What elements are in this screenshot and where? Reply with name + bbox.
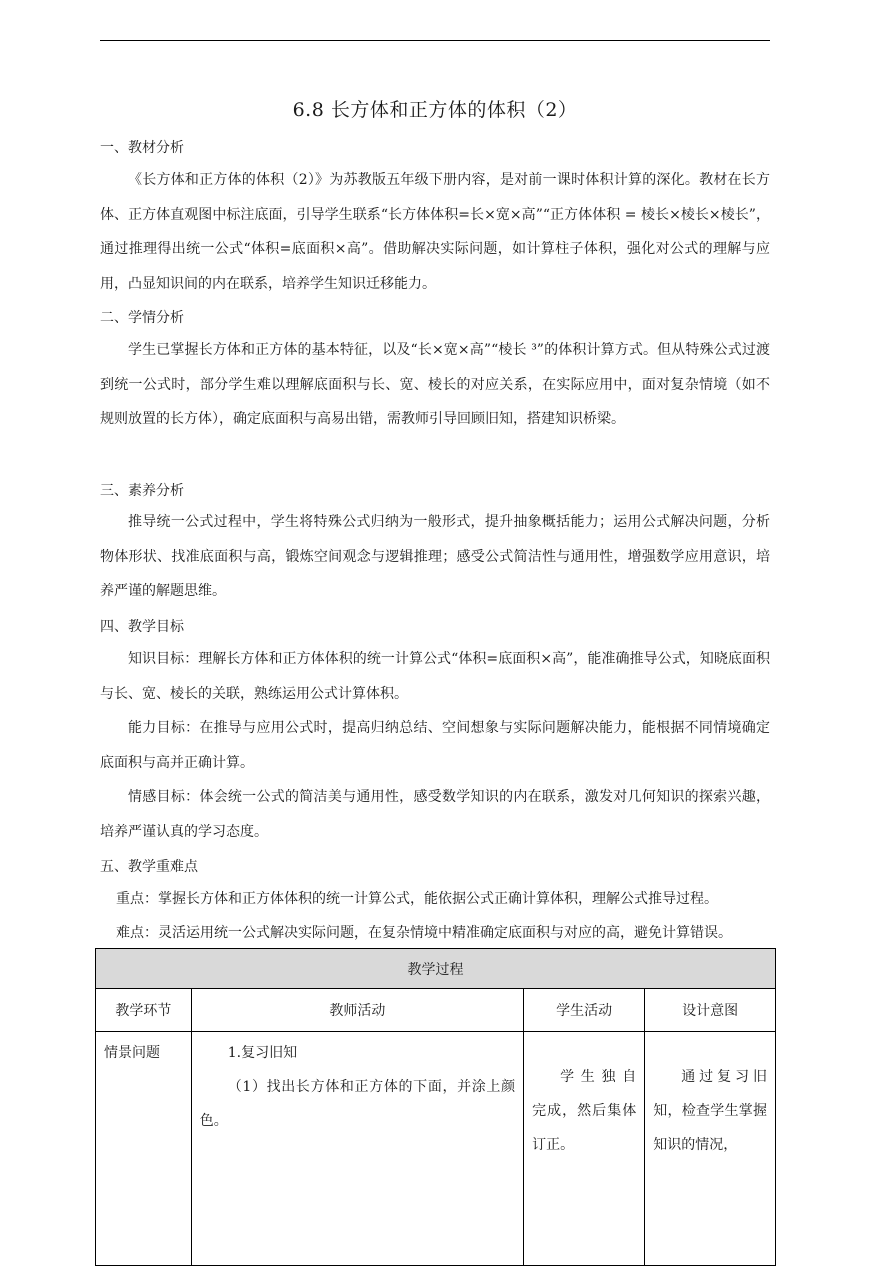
stage-label: 情景问题 (104, 1045, 160, 1061)
column-header-intent: 设计意图 (645, 989, 776, 1032)
teacher-subtitle: 1.复习旧知 (227, 1045, 298, 1061)
stage-cell (96, 1032, 192, 1266)
teacher-text: （1）找出长方体和正方体的下面，并涂上颜色。 (199, 1079, 516, 1129)
column-header-stage: 教学环节 (96, 989, 192, 1032)
key-point: 重点：掌握长方体和正方体体积的统一计算公式，能依据公式正确计算体积，理解公式推导过程。 (116, 891, 718, 907)
section-heading-5: 五、教学重难点 (100, 859, 198, 875)
section-text-1: 《长方体和正方体的体积（2）》为苏教版五年级下册内容，是对前一课时体积计算的深化。教材在长方体、正方体直观图中标注底面，引导学生联系“长方体体积=长×宽×高”“正方体体积 = 棱长×棱长×棱长”，通过推理得出统一公式“体积=底面积×高”。借助解决实际问题，如计算柱子体积，强化对公式的理解与应用，凸显知识间的内在联系，培养学生知识迁移能力。 (100, 172, 770, 292)
section-text-2: 学生已掌握长方体和正方体的基本特征，以及“长×宽×高”“棱长 ³”的体积计算方式。但从特殊公式过渡到统一公式时，部分学生难以理解底面积与长、宽、棱长的对应关系，在实际应用中，面对复杂情境（如不规则放置的长方体），确定底面积与高易出错，需教师引导回顾旧知，搭建知识桥梁。 (100, 342, 770, 427)
column-header-student: 学生活动 (524, 989, 645, 1032)
teaching-process-table (95, 948, 776, 1266)
header-rule (100, 40, 770, 41)
table-caption: 教学过程 (96, 949, 776, 989)
difficult-point: 难点：灵活运用统一公式解决实际问题，在复杂情境中精准确定底面积与对应的高，避免计算错误。 (116, 925, 732, 941)
goal-emotion: 情感目标：体会统一公式的简洁美与通用性，感受数学知识的内在联系，激发对几何知识的探索兴趣，培养严谨认真的学习态度。 (100, 789, 770, 840)
section-heading-4: 四、教学目标 (100, 619, 184, 635)
student-cell: 学 生 独 自 完成，然后集体订正。 (524, 1032, 645, 1266)
column-header-teacher: 教师活动 (191, 989, 523, 1032)
table-row (96, 1032, 776, 1266)
goal-ability: 能力目标：在推导与应用公式时，提高归纳总结、空间想象与实际问题解决能力，能根据不同情境确定底面积与高并正确计算。 (100, 720, 770, 771)
teacher-cell (191, 1032, 523, 1266)
section-heading-3: 三、素养分析 (100, 483, 184, 499)
goal-knowledge: 知识目标：理解长方体和正方体体积的统一计算公式“体积=底面积×高”，能准确推导公式，知晓底面积与长、宽、棱长的关联，熟练运用公式计算体积。 (100, 651, 770, 702)
page-title: 6.8 长方体和正方体的体积（2） (292, 99, 578, 121)
section-heading-1: 一、教材分析 (100, 140, 184, 156)
section-heading-2: 二、学情分析 (100, 310, 184, 326)
section-text-3: 推导统一公式过程中，学生将特殊公式归纳为一般形式，提升抽象概括能力；运用公式解决问题，分析物体形状、找准底面积与高，锻炼空间观念与逻辑推理；感受公式简洁性与通用性，增强数学应用意识，培养严谨的解题思维。 (100, 514, 770, 599)
intent-cell: 通过复习旧知，检查学生掌握知识的情况， (645, 1032, 776, 1266)
